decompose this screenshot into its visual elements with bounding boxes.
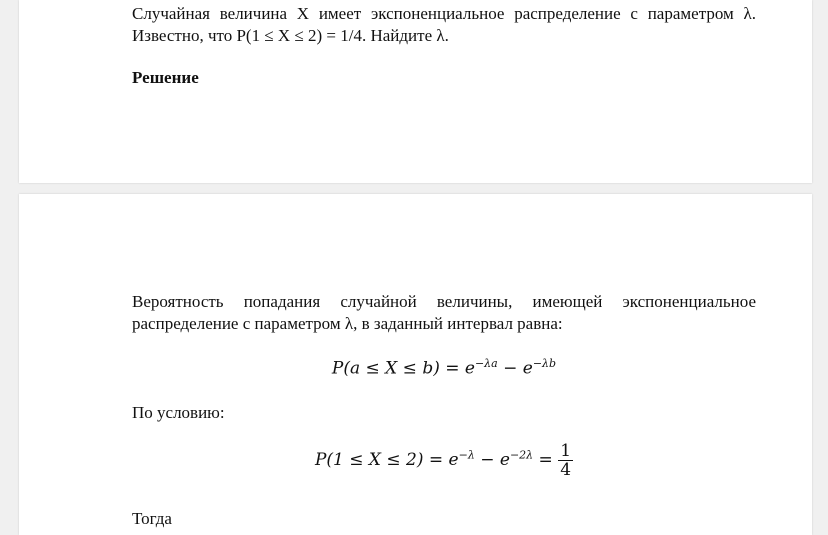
formula1-mid: − e xyxy=(497,358,533,379)
fraction-denominator: 4 xyxy=(560,460,572,480)
document-page-2 xyxy=(19,194,812,535)
formula1-lhs: P(a ≤ X ≤ b) = e xyxy=(331,358,475,379)
formula2-mid: − e xyxy=(474,450,510,470)
then-label: Тогда xyxy=(132,509,172,528)
problem-statement: Случайная величина X имеет экспоненциальное распределение с параметром λ. Известно, что P(1 ≤ X ≤ 2) = 1/4. Найдите λ. xyxy=(132,4,756,45)
formula2-lhs: P(1 ≤ X ≤ 2) = e xyxy=(314,450,459,470)
condition-formula xyxy=(132,442,756,479)
document-page-1 xyxy=(19,0,812,183)
solution-heading: Решение xyxy=(132,68,199,87)
intro-paragraph: Вероятность попадания случайной величины, имеющей экспоненциальное распределение с параметром λ, в заданный интервал равна: xyxy=(132,292,756,333)
formula1-exponent-b: −λb xyxy=(532,357,557,370)
fraction-numerator: 1 xyxy=(560,441,572,461)
fraction-one-quarter xyxy=(558,442,573,479)
formula2-equals: = xyxy=(533,450,559,470)
formula2-exponent-2: −2λ xyxy=(509,448,534,462)
formula2-exponent-1: −λ xyxy=(458,448,475,462)
formula1-exponent-a: −λa xyxy=(474,357,498,370)
condition-label: По условию: xyxy=(132,403,225,422)
probability-formula xyxy=(132,357,756,379)
